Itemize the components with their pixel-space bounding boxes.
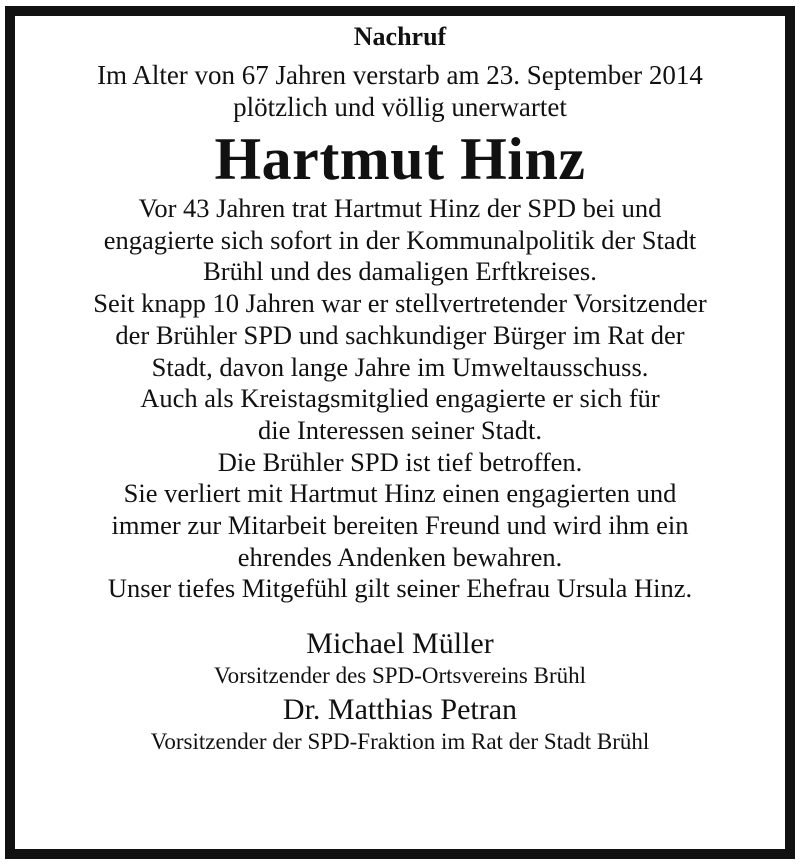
intro-text — [27, 59, 773, 123]
signer-2 — [27, 693, 773, 757]
notice-content — [27, 22, 773, 837]
tribute-line: Sie verliert mit Hartmut Hinz einen engagierten und — [123, 478, 677, 509]
tribute-line: Seit knapp 10 Jahren war er stellvertretender Vorsitzender — [93, 288, 707, 319]
tribute-line: der Brühler SPD und sachkundiger Bürger im Rat der — [115, 319, 685, 350]
signer-1 — [27, 627, 773, 691]
tribute-line: Brühl und des damaligen Erftkreises. — [203, 256, 597, 287]
deceased-name: Hartmut Hinz — [214, 126, 586, 192]
tribute-line: ehrendes Andenken bewahren. — [237, 541, 563, 572]
obituary-notice — [5, 6, 795, 859]
signer-role: Vorsitzender des SPD-Ortsvereins Brühl — [214, 663, 586, 689]
signer-name: Michael Müller — [306, 627, 494, 661]
signer-role: Vorsitzender der SPD-Fraktion im Rat der Stadt Brühl — [150, 729, 650, 755]
tribute-text — [27, 193, 773, 605]
intro-line: plötzlich und völlig unerwartet — [233, 92, 567, 122]
signer-name: Dr. Matthias Petran — [282, 693, 518, 727]
tribute-line: Die Brühler SPD ist tief betroffen. — [217, 446, 583, 477]
tribute-line: immer zur Mitarbeit bereiten Freund und wird ihm ein — [111, 510, 689, 541]
notice-heading: Nachruf — [353, 22, 447, 51]
tribute-line: Vor 43 Jahren trat Hartmut Hinz der SPD bei und — [138, 193, 662, 223]
tribute-line: engagierte sich sofort in der Kommunalpolitik der Stadt — [103, 224, 697, 255]
intro-line: Im Alter von 67 Jahren verstarb am 23. September 2014 — [97, 60, 703, 90]
tribute-line: Stadt, davon lange Jahre im Umweltausschuss. — [151, 351, 649, 382]
tribute-line: Unser tiefes Mitgefühl gilt seiner Ehefrau Ursula Hinz. — [107, 573, 693, 604]
tribute-line: die Interessen seiner Stadt. — [257, 414, 543, 445]
tribute-line: Auch als Kreistagsmitglied engagierte er sich für — [140, 383, 660, 414]
